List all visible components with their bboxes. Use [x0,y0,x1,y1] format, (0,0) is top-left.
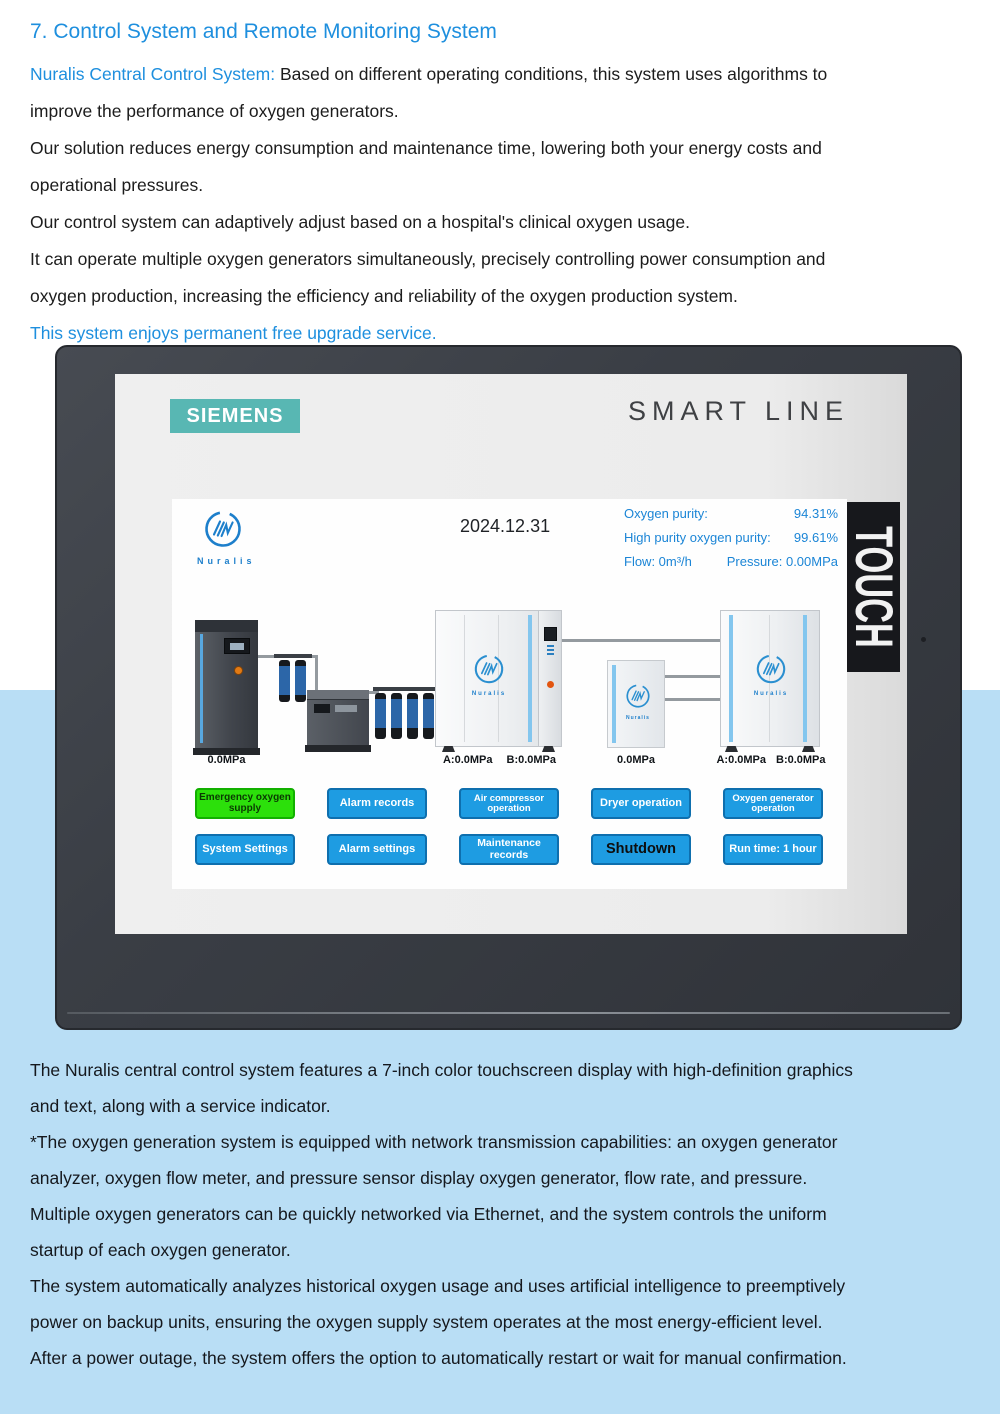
filter-cylinder [295,660,306,702]
gauge-a: A:0.0MPa [442,754,493,766]
outro-line: After a power outage, the system offers the option to automatically restart or wait for manual confirmation. [30,1348,847,1368]
air-compressor-graphic [195,620,258,755]
oxygen-generator-a-graphic [435,610,562,747]
filter-manifold [373,687,437,691]
compressor-display-glow [230,643,244,650]
generator-display [544,627,557,641]
filter-cylinder [407,693,418,739]
cabinet-foot [802,746,815,752]
gauge-b: B:0.0MPa [776,754,826,766]
compressor-power-button [234,666,243,675]
nuralis-logo-icon [625,683,651,709]
compressor-display [224,638,250,654]
hmi-device-photo [55,345,962,1030]
quad-filter-graphic [375,682,435,746]
intro-line: operational pressures. [30,175,204,195]
filter-cylinder [391,693,402,739]
gauge-b: B:0.0MPa [506,754,557,766]
maintenance-records-button[interactable]: Maintenance records [459,834,559,865]
filter-manifold [274,654,312,658]
pipe [665,675,720,678]
generator-indicator [547,681,554,688]
description-paragraphs [30,1052,990,1376]
oxygen-generator-b-graphic [720,610,820,747]
shutdown-button[interactable]: Shutdown [591,834,691,865]
nuralis-logo-text: Nuralis [753,691,789,697]
touch-label: TOUCH [844,526,904,648]
equipment-diagram [172,499,847,759]
intro-line: Our solution reduces energy consumption and maintenance time, lowering both your energy costs and [30,138,822,158]
emergency-oxygen-supply-button[interactable]: Emergency oxygen supply [195,788,295,819]
stat-label: High purity oxygen purity: [624,530,771,545]
gauge-a: A:0.0MPa [716,754,766,766]
filter-cylinder [279,660,290,702]
cabinet-stripe [612,665,616,743]
generator-leds [547,645,554,657]
duplex-filter-graphic [276,649,310,705]
hmi-button-row-1 [195,788,823,819]
nuralis-logo-icon [473,653,505,685]
smart-line-label: SMART LINE [627,396,849,426]
filter-cylinder [375,693,386,739]
cabinet-stripe [528,615,532,742]
bezel-highlight [67,1012,950,1014]
filter-cylinder [423,693,434,739]
generator-control-column [538,611,561,746]
intro-line [30,56,980,93]
system-settings-button[interactable]: System Settings [195,834,295,865]
stat-value: 94.31% [793,506,838,521]
outro-line: power on backup units, ensuring the oxygen supply system operates at the most energy-efficient level. [30,1312,823,1332]
touch-badge [844,502,904,672]
intro-line: Our control system can adaptively adjust based on a hospital's clinical oxygen usage. [30,212,690,232]
intro-lead-rest: Based on different operating conditions, this system uses algorithms to [275,64,828,84]
dryer-base [305,745,371,752]
intro-line: improve the performance of oxygen generators. [30,101,399,121]
stat-flow: Flow: 0m³/h [624,554,692,569]
nuralis-logo-text: Nuralis [197,556,256,566]
device-front-face [115,374,907,934]
intro-closing-line: This system enjoys permanent free upgrade service. [30,323,437,343]
compressor-pressure-label: 0.0MPa [207,754,246,766]
hmi-screen [172,499,847,889]
dryer-top-band [307,690,369,700]
nuralis-logo-icon [755,653,787,685]
nuralis-logo [454,653,524,697]
outro-line: *The oxygen generation system is equipped with network transmission capabilities: an oxygen generator [30,1132,838,1152]
stat-label: Oxygen purity: [624,506,708,521]
oxygen-generator-operation-button[interactable]: Oxygen generator operation [723,788,823,819]
dryer-display [314,704,330,713]
outro-line: startup of each oxygen generator. [30,1240,291,1260]
siemens-logo: SIEMENS [170,399,300,433]
outro-line: and text, along with a service indicator. [30,1096,331,1116]
cabinet-foot [542,746,555,752]
hmi-button-row-2 [195,834,823,865]
nuralis-logo-text: Nuralis [626,715,650,721]
refrigerated-dryer-graphic [307,690,369,752]
outro-line: The system automatically analyzes historical oxygen usage and uses artificial intelligence to preemptively [30,1276,846,1296]
nuralis-logo-text: Nuralis [471,691,507,697]
air-compressor-operation-button[interactable]: Air compressor operation [459,788,559,819]
intro-line: oxygen production, increasing the efficiency and reliability of the oxygen production system. [30,286,738,306]
pipe [562,639,720,642]
intro-lead-label: Nuralis Central Control System: [30,64,276,84]
cabinet-stripe [729,615,733,742]
outro-line: Multiple oxygen generators can be quickly networked via Ethernet, and the system controls the uniform [30,1204,827,1224]
stat-value: 99.61% [793,530,838,545]
compressor-top-band [195,620,258,632]
generator-b-pressure-labels [692,754,850,766]
intro-line: It can operate multiple oxygen generators simultaneously, precisely controlling power consumption and [30,249,826,269]
section-heading: 7. Control System and Remote Monitoring System [30,20,497,43]
compressor-stripe [200,634,203,743]
intro-paragraphs [30,56,980,352]
power-led [921,637,926,642]
dryer-label-plate [335,705,357,712]
buffer-pressure-label: 0.0MPa [617,754,655,766]
outro-line: The Nuralis central control system features a 7-inch color touchscreen display with high-definition graphics [30,1060,853,1080]
buffer-tank-graphic [607,660,665,748]
alarm-records-button[interactable]: Alarm records [327,788,427,819]
hmi-date: 2024.12.31 [460,516,551,536]
cabinet-foot [442,746,455,752]
nuralis-logo [620,683,656,721]
pipe [315,656,318,690]
generator-a-pressure-labels [417,754,582,766]
alarm-settings-button[interactable]: Alarm settings [327,834,427,865]
pipe [665,698,720,701]
outro-line: analyzer, oxygen flow meter, and pressure sensor display oxygen generator, flow rate, and pressure. [30,1168,808,1188]
dryer-operation-button[interactable]: Dryer operation [591,788,691,819]
nuralis-logo [737,653,805,697]
cabinet-foot [725,746,738,752]
run-time-button[interactable]: Run time: 1 hour [723,834,823,865]
stat-pressure: Pressure: 0.00MPa [726,554,838,569]
